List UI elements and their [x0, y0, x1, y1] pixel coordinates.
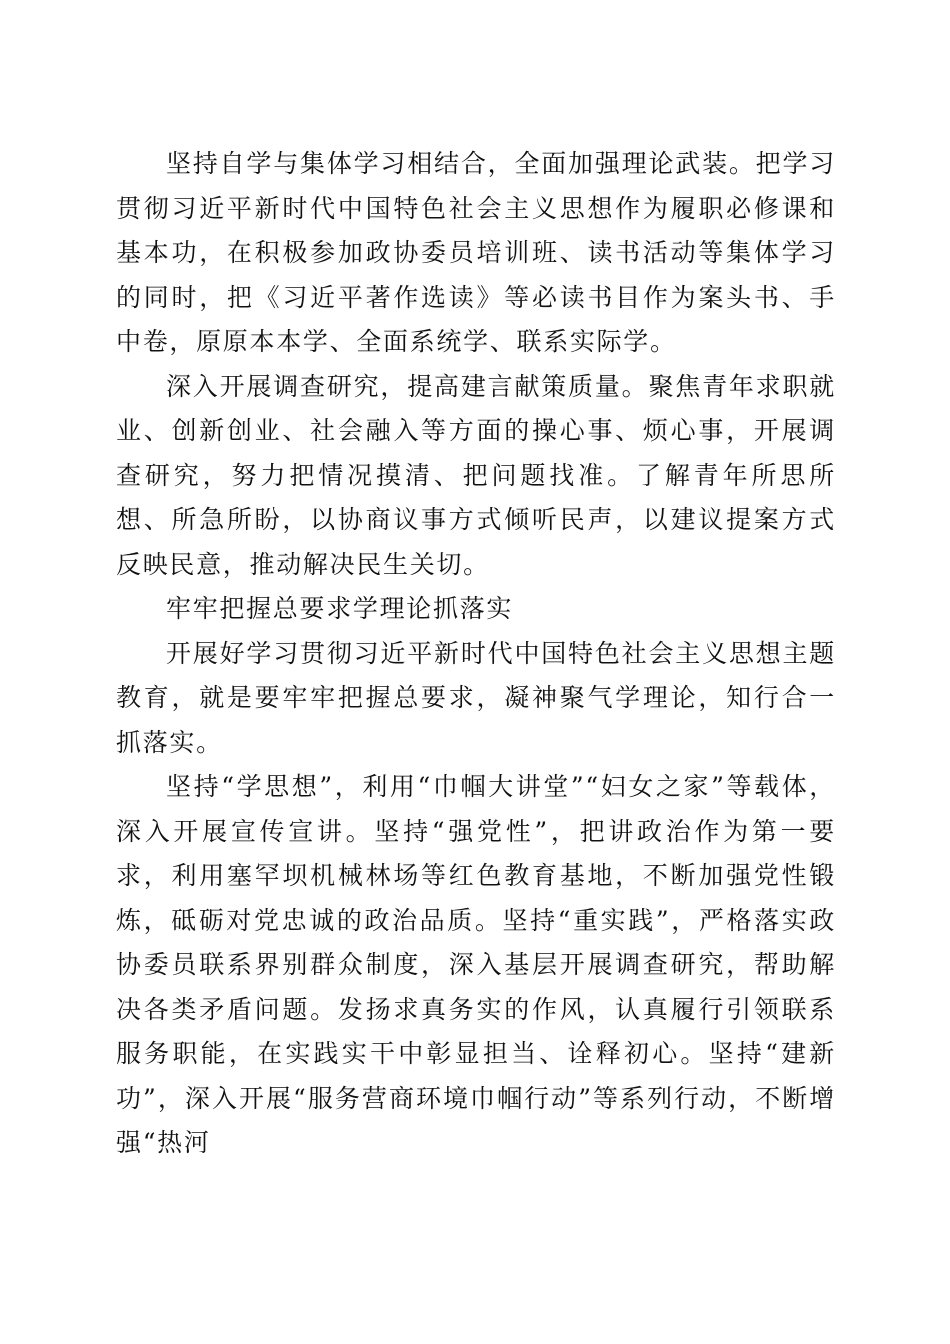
- document-body: [116, 142, 836, 1166]
- paragraph-research: 深入开展调查研究，提高建言献策质量。聚焦青年求职就业、创新创业、社会融入等方面的操心事、烦心事，开展调查研究，努力把情况摸清、把问题找准。了解青年所思所想、所急所盼，以协商议事方式倾听民声，以建议提案方式反映民意，推动解决民生关切。: [116, 371, 836, 579]
- section-heading: 牢牢把握总要求学理论抓落实: [166, 594, 514, 623]
- paragraph-four-insists: 坚持“学思想”，利用“巾帼大讲堂”“妇女之家”等载体，深入开展宣传宣讲。坚持“强党性”，把讲政治作为第一要求，利用塞罕坝机械林场等红色教育基地，不断加强党性锻炼，砥砺对党忠诚的政治品质。坚持“重实践”，严格落实政协委员联系界别群众制度，深入基层开展调查研究，帮助解决各类矛盾问题。发扬求真务实的作风，认真履行引领联系服务职能，在实践实干中彰显担当、诠释初心。坚持“建新功”，深入开展“服务营商环境巾帼行动”等系列行动，不断增强“热河: [116, 772, 836, 1157]
- paragraph-theme-education: 开展好学习贯彻习近平新时代中国特色社会主义思想主题教育，就是要牢牢把握总要求，凝神聚气学理论，知行合一抓落实。: [116, 638, 836, 757]
- paragraph-study-combination: 坚持自学与集体学习相结合，全面加强理论武装。把学习贯彻习近平新时代中国特色社会主义思想作为履职必修课和基本功，在积极参加政协委员培训班、读书活动等集体学习的同时，把《习近平著作选读》等必读书目作为案头书、手中卷，原原本本学、全面系统学、联系实际学。: [116, 149, 836, 356]
